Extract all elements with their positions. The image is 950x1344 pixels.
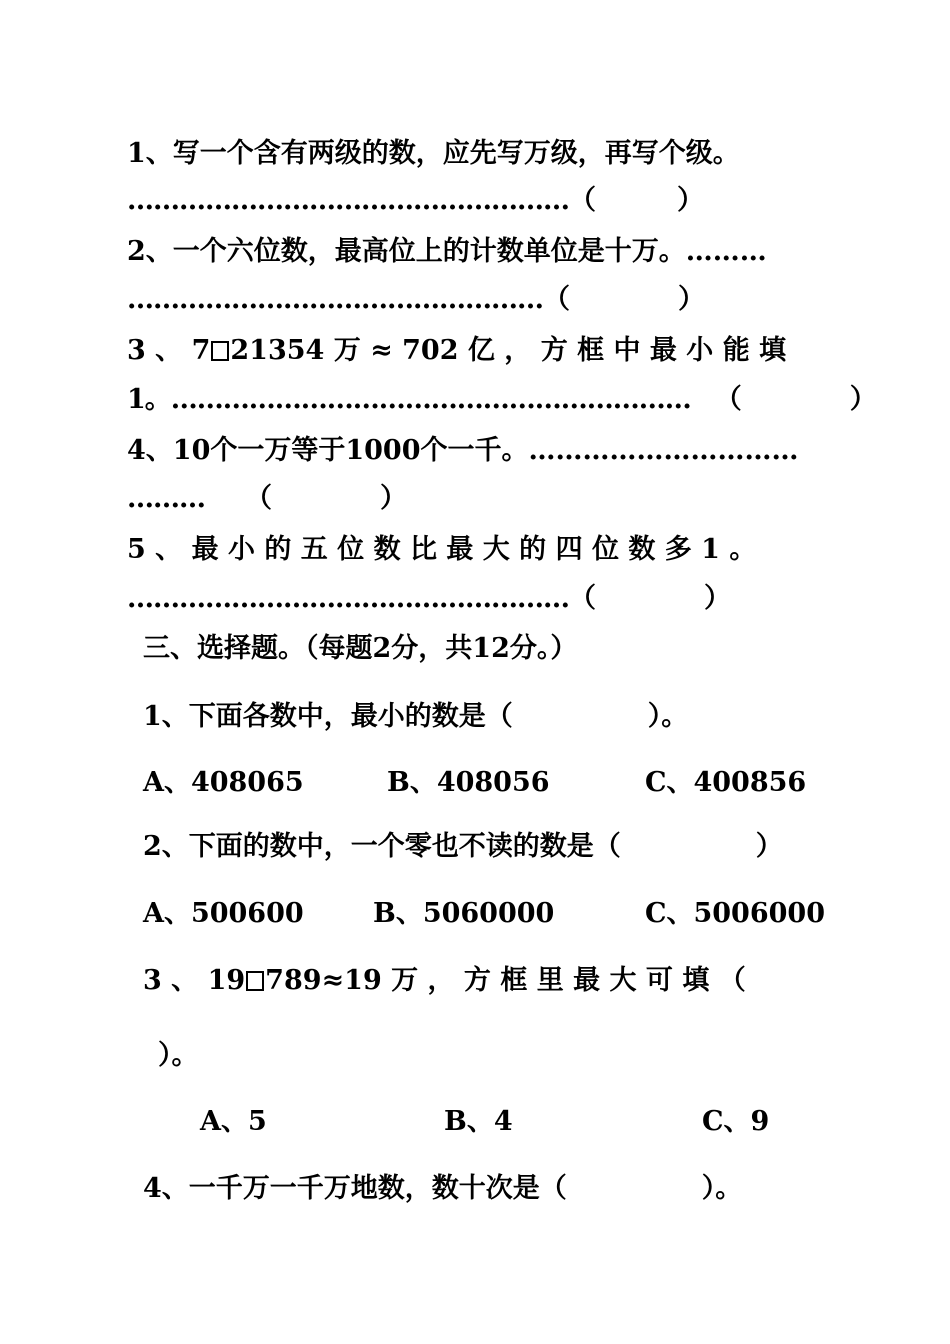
choice-q2-option-a: A、500600 [143, 898, 304, 929]
judge-q3-line2 [127, 383, 877, 417]
blank-box [211, 341, 229, 361]
choice-q2-option-b: B、5060000 [373, 898, 555, 929]
judge-q1-text: 1、写一个含有两级的数，应先写万级，再写个级。 [127, 138, 740, 169]
judge-q4-answer-line [127, 482, 407, 516]
judge-q4-dots: ……… [127, 483, 205, 514]
choice-q3-pre: 3 、 19 [143, 965, 246, 996]
judge-q2-text: 2、一个六位数，最高位上的计数单位是十万。……… [127, 236, 767, 267]
choice-q1-option-b: B、408056 [387, 767, 550, 798]
judge-q3-pre: 3 、 7 [127, 335, 211, 366]
judge-q5-dots: …………………………………………… [127, 583, 569, 614]
choice-q2-option-c: C、5006000 [645, 898, 825, 929]
judge-q1-dots: …………………………………………… [127, 185, 569, 216]
judge-q5-text: 5 、 最 小 的 五 位 数 比 最 大 的 四 位 数 多 1 。 [127, 534, 757, 565]
judge-q4-text: 4、10个一万等于1000个一千。………………………… [127, 435, 799, 466]
blank-box [246, 971, 264, 991]
judge-q2-paren: （ ） [543, 284, 705, 315]
judge-q5-answer-line [127, 582, 731, 616]
choice-q3-option-c: C、9 [702, 1106, 770, 1137]
judge-q3-dots: 1。…………………………………………………… [127, 384, 691, 415]
choice-q3-option-b: B、4 [444, 1106, 513, 1137]
choice-q4-text: 4、一千万一千万地数，数十次是（ ）。 [143, 1173, 743, 1204]
section3-title: 三、选择题。（每题2分，共12分。） [143, 633, 578, 664]
choice-q3-line2: ）。 [158, 1040, 199, 1071]
choice-q3-option-a: A、5 [200, 1106, 267, 1137]
judge-q3-line1 [127, 334, 786, 368]
judge-q2-answer-line [127, 283, 705, 317]
choice-q1-option-c: C、400856 [645, 767, 807, 798]
judge-q1-paren: （ ） [569, 185, 704, 216]
choice-q1-text: 1、下面各数中，最小的数是（ ）。 [143, 701, 689, 732]
judge-q5-paren: （ ） [569, 583, 731, 614]
choice-q3-line1 [143, 964, 746, 998]
judge-q1-answer-line [127, 184, 704, 218]
judge-q2-dots: ………………………………………… [127, 284, 543, 315]
choice-q2-text: 2、下面的数中，一个零也不读的数是（ ） [143, 831, 783, 862]
choice-q1-option-a: A、408065 [143, 767, 304, 798]
judge-q3-paren: （ ） [714, 384, 877, 415]
judge-q4-paren: （ ） [245, 483, 407, 514]
choice-q3-post: 789≈19 万 ， 方 框 里 最 大 可 填 （ [265, 965, 746, 996]
judge-q3-post: 21354 万 ≈ 702 亿 ， 方 框 中 最 小 能 填 [230, 335, 787, 366]
